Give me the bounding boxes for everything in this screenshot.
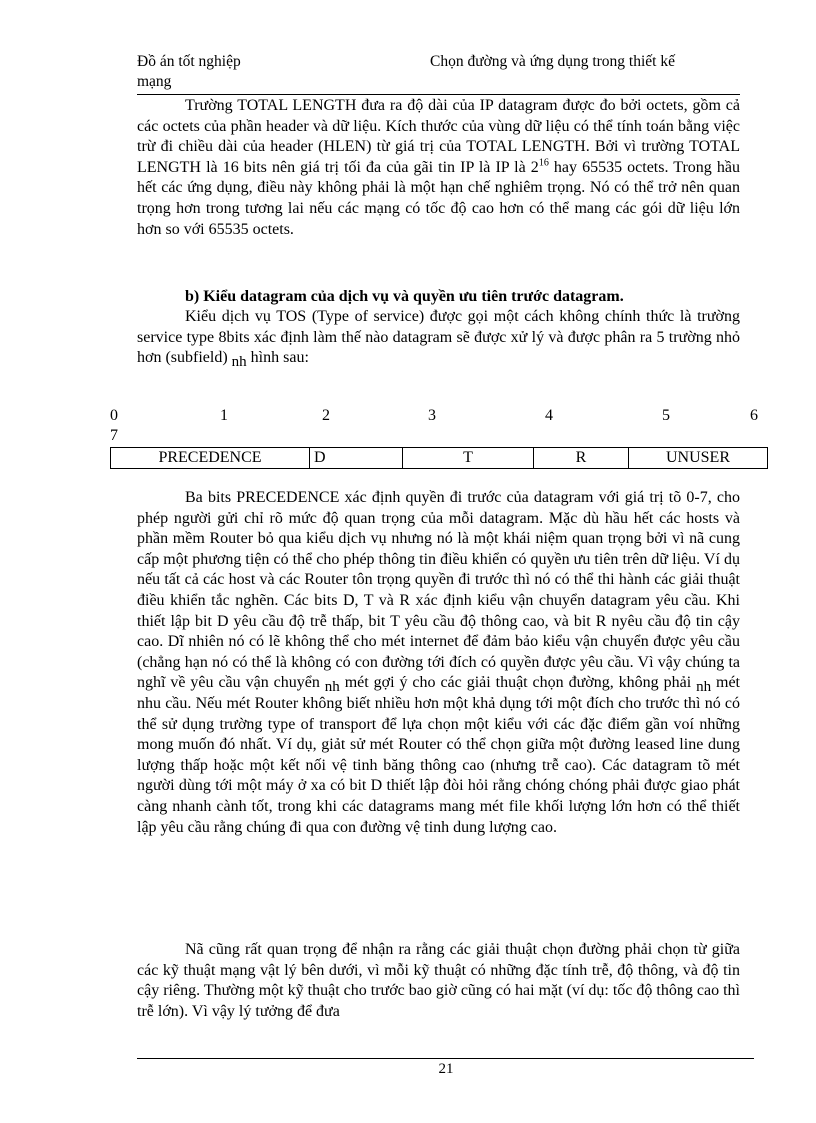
para2-nh: nh: [231, 354, 247, 371]
para3-text-a: Ba bits PRECEDENCE xác định quyền đi trước của datagram với giá trị tõ 0-7, cho phép người gửi chỉ rõ mức độ quan trọng của mỗi datagram. Mặc dù hầu hết các hosts và phần mềm Router bỏ qua kiểu dịch vụ nhưng nó là một khái niệm quan trọng bởi vì nã cung cấp một phương tiện có thể cho phép thông tin điều khiển có quyền ưu tiên trên dữ liệu. Ví dụ nếu tất cả các host và các Router tôn trọng quyền đi trước thì nó có thể thi hành các giải thuật điều khiển tắc nghẽn. Các bits D, T và R xác định kiểu vận chuyển datagram yêu cầu. Khi thiết lập bit D yêu cầu độ trễ thấp, bit T yêu cầu độ thông cao, và bit R nyêu cầu độ tin cậy cao. Dĩ nhiên nó có lẽ không thể cho mét internet để đảm bảo kiểu vận chuyển được yêu cầu (chẳng hạn nó có thể là không có con đường tới đích có quyền được yêu cầu. Vì vậy chúng ta nghĩ về yêu cầu vận chuyển: [137, 489, 740, 692]
para4-text: Nã cũng rất quan trọng để nhận ra rằng các giải thuật chọn đường phải chọn từ giữa các kỹ thuật mạng vật lý bên dưới, vì mỗi kỹ thuật có những đặc tính trễ, độ thông, và độ tin cậy riêng. Thường một kỹ thuật cho trước bao giờ cũng có hai mặt (ví dụ: tốc độ thông cao thì trễ lớn). Vì vậy lý tưởng để đưa: [137, 941, 740, 1020]
field-d: D: [310, 448, 403, 469]
bit-index-4: 4: [545, 407, 553, 424]
para3-text-b: mét gợi ý cho các giải thuật chọn đường, không phải: [339, 674, 697, 692]
header-rule: [137, 94, 740, 95]
tos-field-table: [110, 447, 768, 469]
bit-index-3: 3: [428, 407, 436, 424]
para1-text-a: Trường TOTAL LENGTH đưa ra độ dài của IP datagram được đo bởi octets, gồm cả các octets của phần header và dữ liệu. Kích thước của vùng dữ liệu có thể tính toán bằng việc trừ đi chiều dài của header (HLEN) từ giá trị của TOTAL LENGTH. Bởi vì trường TOTAL LENGTH là 16 bits nên giá trị tối đa của gãi tin IP là IP là 2: [137, 97, 740, 176]
bit-index-2: 2: [322, 407, 330, 424]
header-title-left: Đồ án tốt nghiệp: [137, 53, 241, 70]
bit-index-7: 7: [110, 427, 118, 444]
bit-index-1: 1: [220, 407, 228, 424]
para3-text-c: mét nhu cầu. Nếu mét Router không biết nhiều hơn một khả dụng tới một đích cho trước thì nó có thể sử dụng trường type of transport để lựa chọn một kiểu với các đặc điểm gần voí những mong muốn đó nhất. Ví dụ, giảt sử mét Router có thể chọn giữa một đường leased line dung lượng thấp hoặc một kết nối vệ tinh băng thông cao (nhưng trễ cao). Các datagram tõ mét người dùng tới một máy ở xa có bit D thiết lập đòi hỏi rằng chóng chóng phải được giao phát càng nhanh cành tốt, trong khi các datagrams mang mét file khối lượng lớn hơn có thể thiết lập yêu cầu rằng chúng đi qua con đường vệ tinh dung lượng cao.: [137, 674, 741, 836]
table-row: [111, 448, 768, 469]
field-unuser: UNUSER: [629, 448, 768, 469]
paragraph-precedence: [137, 488, 740, 838]
page-number: 21: [438, 1061, 454, 1077]
footer-rule: [137, 1058, 754, 1059]
paragraph-tos: [137, 307, 740, 369]
para2-text-a: Kiểu dịch vụ TOS (Type of service) được gọi một cách không chính thức là trường service type 8bits xác định làm thế nào datagram sẽ được xử lý và được phân ra 5 trường nhỏ hơn (subfield): [137, 308, 740, 367]
para2-text-b: hình sau:: [246, 349, 309, 367]
para1-text-b: hay 65535 octets. Trong hầu hết các ứng dụng, điều này không phải là một hạn chế nghiêm trọng. Nó có thể trở nên quan trọng hơn trong tương lai nếu các mạng có tốc độ cao hơn có thể mang các gói dữ liệu lớn hơn so với 65535 octets.: [137, 158, 740, 238]
bit-index-5: 5: [662, 407, 670, 424]
paragraph-routing-algorithms: [137, 940, 740, 1022]
header-title-left-cont: mạng: [137, 73, 172, 90]
field-r: R: [534, 448, 629, 469]
para3-nh-2: nh: [696, 679, 712, 696]
superscript-16: 16: [538, 157, 549, 169]
section-heading-b: b) Kiểu datagram của dịch vụ và quyền ưu tiên trước datagram.: [185, 288, 624, 305]
bit-index-0: 0: [110, 407, 118, 424]
paragraph-total-length: [137, 96, 740, 240]
field-precedence: PRECEDENCE: [111, 448, 310, 469]
field-t: T: [403, 448, 534, 469]
para3-nh-1: nh: [324, 679, 340, 696]
header-title-right: Chọn đường và ứng dụng trong thiết kế: [430, 53, 675, 70]
bit-index-6: 6: [750, 407, 758, 424]
